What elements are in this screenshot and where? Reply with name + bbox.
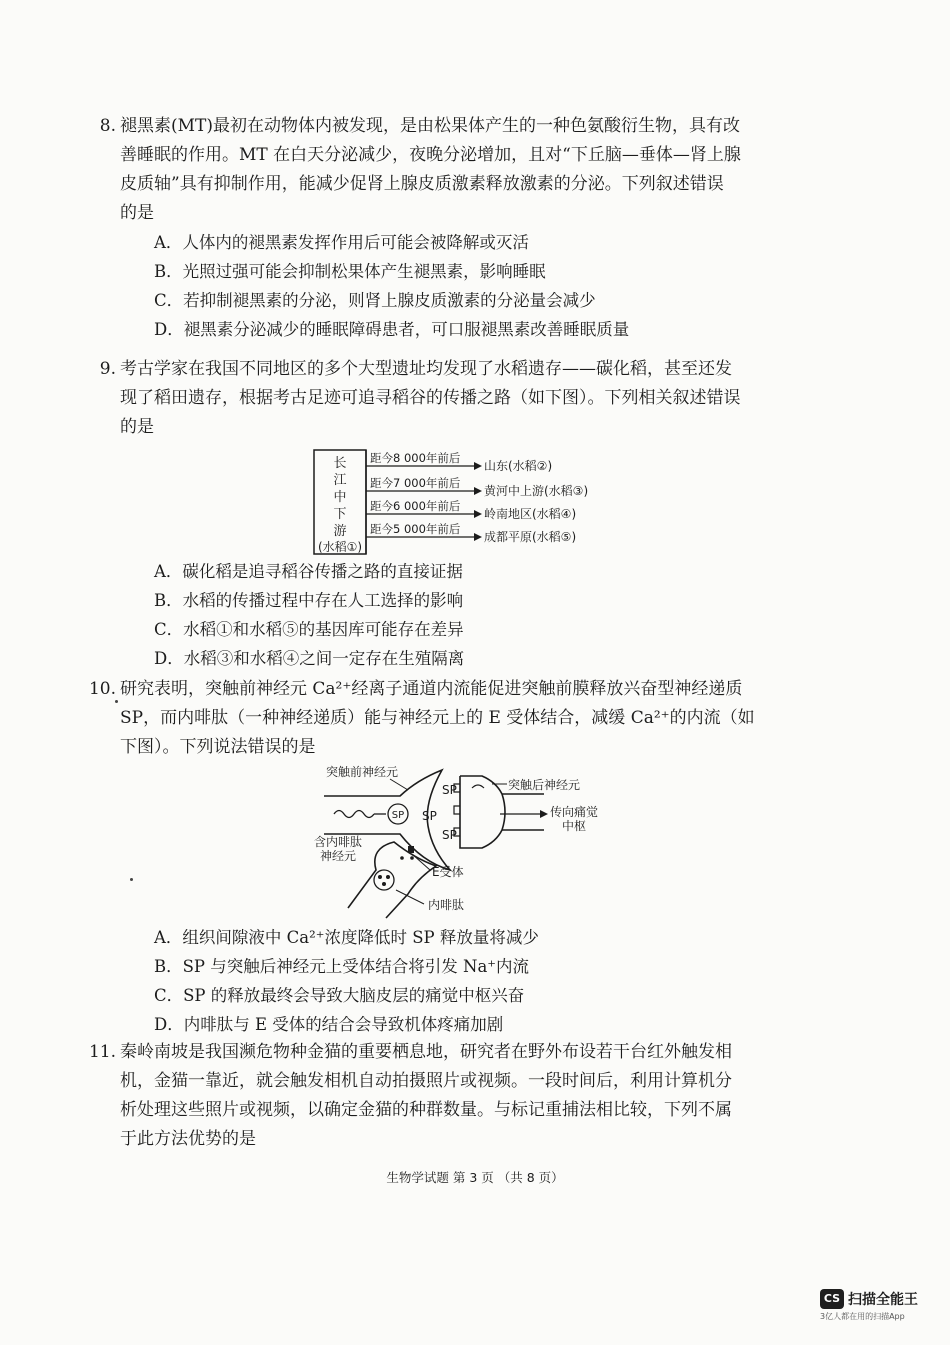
option-a: A．组织间隙液中 Ca²⁺浓度降低时 SP 释放量将减少 [154, 928, 539, 947]
origin-char: 江 [333, 473, 347, 488]
sp-label: SP [422, 809, 437, 823]
endorphin-vesicle [374, 870, 394, 890]
watermark-subtitle: 3亿人都在用的扫描App [820, 1311, 905, 1321]
endorphin-label: 内啡肽 [428, 898, 465, 912]
page-footer: 生物学试题 第 3 页 （共 8 页） [386, 1170, 564, 1185]
option-d: D．内啡肽与 E 受体的结合会导致机体疼痛加剧 [154, 1015, 504, 1034]
question-10-options [120, 923, 800, 1039]
sp-label: SP [442, 828, 457, 842]
time-label: 距今6 000年前后 [370, 499, 461, 513]
origin-char: 游 [333, 524, 347, 539]
arrow-row [366, 451, 552, 473]
postsynaptic-wave [472, 785, 484, 788]
destination-label: 黄河中上游(水稻③) [484, 484, 589, 498]
question-text: 下图）。下列说法错误的是 [120, 737, 316, 757]
origin-char: 中 [333, 490, 347, 505]
option-d: D．褪黑素分泌减少的睡眠障碍患者，可口服褪黑素改善睡眠质量 [154, 320, 630, 339]
question-number: 11. [88, 1042, 116, 1062]
arrow-head [474, 533, 482, 541]
question-text: 褪黑素(MT)最初在动物体内被发现，是由松果体产生的一种色氨酸衍生物，具有改 [120, 116, 741, 136]
origin-char: 下 [333, 507, 347, 522]
rice-spread-diagram [308, 448, 618, 558]
time-label: 距今8 000年前后 [370, 451, 461, 465]
destination-label: 山东(水稻②) [484, 459, 553, 473]
question-text: 机，金猫一靠近，就会触发相机自动拍摄照片或视频。一段时间后，利用计算机分 [120, 1071, 732, 1091]
question-text: 于此方法优势的是 [120, 1129, 256, 1149]
arrow-head [474, 462, 482, 470]
scan-mark [130, 878, 133, 881]
sp-label: SP [442, 783, 457, 797]
question-text: 析处理这些照片或视频，以确定金猫的种群数量。与标记重捕法相比较，下列不属 [120, 1100, 732, 1120]
arrow-head [540, 810, 548, 818]
sp-label: SP [391, 810, 405, 821]
question-9-options [120, 557, 800, 673]
question-8 [99, 112, 800, 344]
nerve-impulse-wave [334, 811, 374, 818]
origin-note: (水稻①) [317, 540, 363, 554]
pain-center-label: 传向痛觉 [550, 805, 599, 819]
question-text: 善睡眠的作用。MT 在白天分泌减少，夜晚分泌增加，且对“下丘脑—垂体—肾上腺 [120, 145, 741, 165]
e-receptor [408, 846, 414, 853]
question-text: 研究表明，突触前神经元 Ca²⁺经离子通道内流能促进突触前膜释放兴奋型神经递质 [120, 679, 743, 699]
question-text: 皮质轴”具有抑制作用，能减少促肾上腺皮质激素释放激素的分泌。下列叙述错误 [120, 174, 724, 194]
destination-label: 成都平原(水稻⑤) [484, 530, 577, 544]
destination-label: 岭南地区(水稻④) [484, 507, 577, 521]
arrow-row [366, 499, 576, 521]
presynaptic-label: 突触前神经元 [326, 765, 399, 779]
question-text: 的是 [120, 417, 154, 437]
synapse-diagram [312, 762, 632, 920]
time-label: 距今5 000年前后 [370, 522, 461, 536]
option-a: A．人体内的褪黑素发挥作用后可能会被降解或灭活 [154, 233, 529, 252]
question-10 [88, 675, 800, 762]
option-d: D．水稻③和水稻④之间一定存在生殖隔离 [154, 649, 465, 668]
option-a: A．碳化稻是追寻稻谷传播之路的直接证据 [154, 562, 463, 581]
endorphin-neuron-label: 含内啡肽 [314, 835, 363, 849]
e-receptor-label: E受体 [432, 865, 464, 879]
option-b: B．光照过强可能会抑制松果体产生褪黑素，影响睡眠 [154, 262, 546, 281]
question-9 [99, 355, 800, 442]
watermark-title: 扫描全能王 [848, 1291, 918, 1308]
option-b: B．水稻的传播过程中存在人工选择的影响 [154, 591, 464, 610]
question-text: 秦岭南坡是我国濒危物种金猫的重要栖息地，研究者在野外布设若干台红外触发相 [120, 1042, 732, 1062]
question-text: SP，而内啡肽（一种神经递质）能与神经元上的 E 受体结合，减缓 Ca²⁺的内流（如 [120, 708, 755, 728]
question-number: 10. [88, 679, 116, 699]
option-c: C．若抑制褪黑素的分泌，则肾上腺皮质激素的分泌量会减少 [154, 291, 596, 310]
pain-center-label: 中枢 [562, 819, 587, 833]
postsynaptic-label: 突触后神经元 [508, 778, 581, 792]
receptor-marks [454, 784, 460, 836]
origin-char: 长 [333, 456, 347, 471]
endorphin-neuron-label: 神经元 [320, 849, 357, 863]
option-c: C．水稻①和水稻⑤的基因库可能存在差异 [154, 620, 464, 639]
question-text: 的是 [120, 203, 154, 223]
question-text: 考古学家在我国不同地区的多个大型遗址均发现了水稻遗存——碳化稻，甚至还发 [120, 359, 732, 379]
question-number: 9. [99, 359, 116, 379]
arrow-head [474, 510, 482, 518]
camscanner-logo-icon: CS [820, 1289, 844, 1309]
option-c: C．SP 的释放最终会导致大脑皮层的痛觉中枢兴奋 [154, 986, 525, 1005]
endorphin-neuron [348, 842, 436, 918]
question-text: 现了稻田遗存，根据考古足迹可追寻稻谷的传播之路（如下图）。下列相关叙述错误 [120, 388, 741, 408]
time-label: 距今7 000年前后 [370, 476, 461, 490]
arrow-head [474, 487, 482, 495]
arrow-row [366, 476, 588, 498]
scanner-watermark [820, 1288, 940, 1322]
option-b: B．SP 与突触后神经元上受体结合将引发 Na⁺内流 [154, 957, 530, 976]
arrow-row [366, 522, 576, 544]
question-11 [88, 1038, 800, 1154]
question-number: 8. [99, 116, 116, 136]
